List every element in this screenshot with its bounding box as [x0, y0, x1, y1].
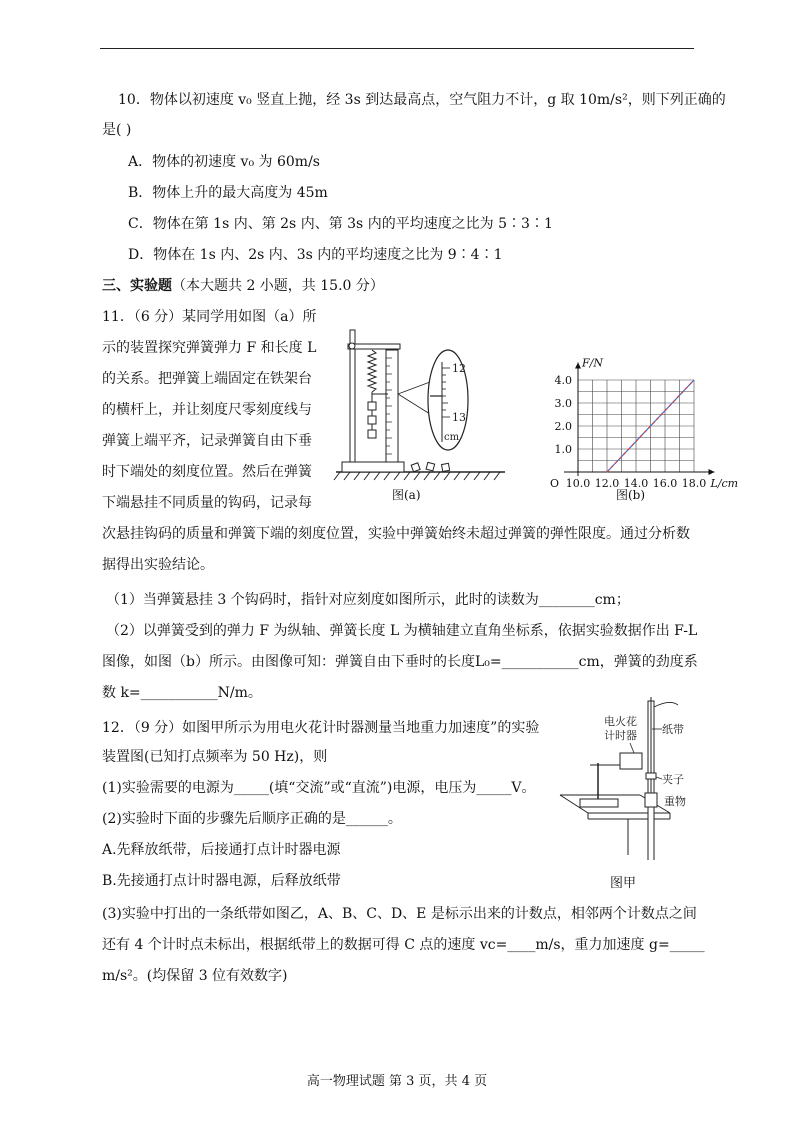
- section-heading: [102, 276, 384, 296]
- section-title: 三、实验题: [102, 278, 172, 294]
- y-tick-label: 2.0: [554, 420, 572, 433]
- q10-option-b: B．物体上升的最大高度为 45m: [128, 185, 328, 201]
- q11-line5: 弹簧上端平齐，记录弹簧自由下垂: [102, 433, 312, 449]
- q11-part2-line2: 图像，如图（b）所示。由图像可知：弹簧自由下垂时的长度L₀=___________cm，弹簧的劲度系: [102, 654, 698, 670]
- x-tick-label: 18.0: [681, 477, 707, 490]
- q11-line8: 次悬挂钩码的质量和弹簧下端的刻度位置，实验中弹簧始终未超过弹簧的弹性限度。通过分析数: [102, 526, 690, 542]
- fig-jia-caption: 图甲: [610, 876, 637, 891]
- chart-grid: [578, 380, 694, 472]
- fig-a-caption: 图(a): [392, 488, 421, 502]
- x-tick-label: 12.0: [594, 477, 620, 490]
- q12-part3-line3: m/s²。(均保留 3 位有效数字): [102, 968, 288, 984]
- chart-axes: [564, 363, 715, 477]
- x-axis-arrow: [709, 469, 715, 475]
- origin-label: O: [550, 477, 560, 490]
- q11-line6: 时下端处的刻度位置。然后在弹簧: [102, 464, 312, 480]
- y-tick-label: 1.0: [554, 443, 572, 456]
- q12-part3-line2: 还有 4 个计时点未标出，根据纸带上的数据可得 C 点的速度 vc=____m/s，重力加速度 g=_____: [102, 937, 705, 953]
- x-tick-label: 16.0: [652, 477, 678, 490]
- q11-line3: 的关系。把弹簧上端固定在铁架台: [102, 371, 312, 387]
- figure-a-spring-apparatus: [330, 322, 510, 502]
- q12-part3-line1: (3)实验中打出的一条纸带如图乙，A、B、C、D、E 是标示出来的计数点，相邻两个计数点之间: [102, 906, 697, 922]
- fig-a-mark-13: 13: [452, 411, 466, 424]
- q12-option-b: B.先接通打点计时器电源，后释放纸带: [102, 873, 341, 889]
- fig-a-mark-12: 12: [452, 362, 466, 375]
- q10-option-c: C．物体在第 1s 内、第 2s 内、第 3s 内的平均速度之比为 5∶3∶1: [128, 216, 553, 232]
- fig-jia-label-timer2: 计时器: [604, 729, 637, 742]
- x-axis-label: L/cm: [710, 477, 739, 490]
- figure-b-fl-chart: [530, 348, 742, 503]
- q10-stem-line2: 是( ): [102, 122, 132, 138]
- q12-line1: 12．（9 分）如图甲所示为用电火花计时器测量当地重力加速度”的实验: [102, 720, 540, 736]
- q11-line7: 下端悬挂不同质量的钩码，记录每: [102, 495, 312, 511]
- q12-option-a: A.先释放纸带，后接通打点计时器电源: [102, 842, 341, 858]
- fig-jia-label-tape: 纸带: [662, 723, 684, 736]
- y-axis-arrow: [575, 363, 581, 369]
- fig-jia-label-clip: 夹子: [662, 773, 684, 786]
- q11-part2-line3: 数 k=___________N/m。: [102, 685, 262, 701]
- y-axis-label: F/N: [582, 356, 603, 370]
- q11-line4: 的横杆上，并让刻度尺零刻度线与: [102, 402, 312, 418]
- section-desc: （本大题共 2 小题，共 15.0 分）: [172, 278, 384, 294]
- q11-part2-line1: （2）以弹簧受到的弹力 F 为纵轴、弹簧长度 L 为横轴建立直角坐标系，依据实验数据作出 F-L: [106, 623, 698, 639]
- x-tick-label: 14.0: [623, 477, 649, 490]
- page-footer: 高一物理试题 第 3 页，共 4 页: [306, 1074, 488, 1089]
- y-tick-label: 4.0: [554, 374, 572, 387]
- x-tick-label: 10.0: [565, 477, 591, 490]
- q11-line2: 示的装置探究弹簧弹力 F 和长度 L: [102, 340, 317, 356]
- fig-a-unit: cm: [444, 432, 460, 443]
- q11-line9: 据得出实验结论。: [102, 557, 214, 573]
- q10-option-d: D．物体在 1s 内、2s 内、3s 内的平均速度之比为 9∶4∶1: [128, 247, 503, 263]
- q12-line2: 装置图(已知打点频率为 50 Hz)，则: [102, 749, 328, 765]
- header-rule: [100, 48, 694, 49]
- fig-jia-label-timer1: 电火花: [604, 715, 637, 728]
- q12-part1: (1)实验需要的电源为_____(填“交流”或“直流”)电源，电压为_____V。: [102, 780, 536, 796]
- figure-jia-timer-apparatus: [552, 695, 702, 860]
- fig-b-caption: 图(b): [616, 488, 646, 502]
- q10-option-a: A．物体的初速度 v₀ 为 60m/s: [128, 154, 320, 170]
- y-tick-label: 3.0: [554, 397, 572, 410]
- fig-jia-label-weight: 重物: [664, 795, 686, 808]
- q10-stem-line1: 10．物体以初速度 v₀ 竖直上抛，经 3s 到达最高点，空气阻力不计，g 取 10m/s²，则下列正确的: [118, 92, 726, 108]
- q11-line1: 11．（6 分）某同学用如图（a）所: [102, 309, 317, 325]
- q12-part2: (2)实验时下面的步骤先后顺序正确的是______。: [102, 811, 402, 827]
- q11-part1: （1）当弹簧悬挂 3 个钩码时，指针对应刻度如图所示，此时的读数为________cm；: [106, 592, 630, 608]
